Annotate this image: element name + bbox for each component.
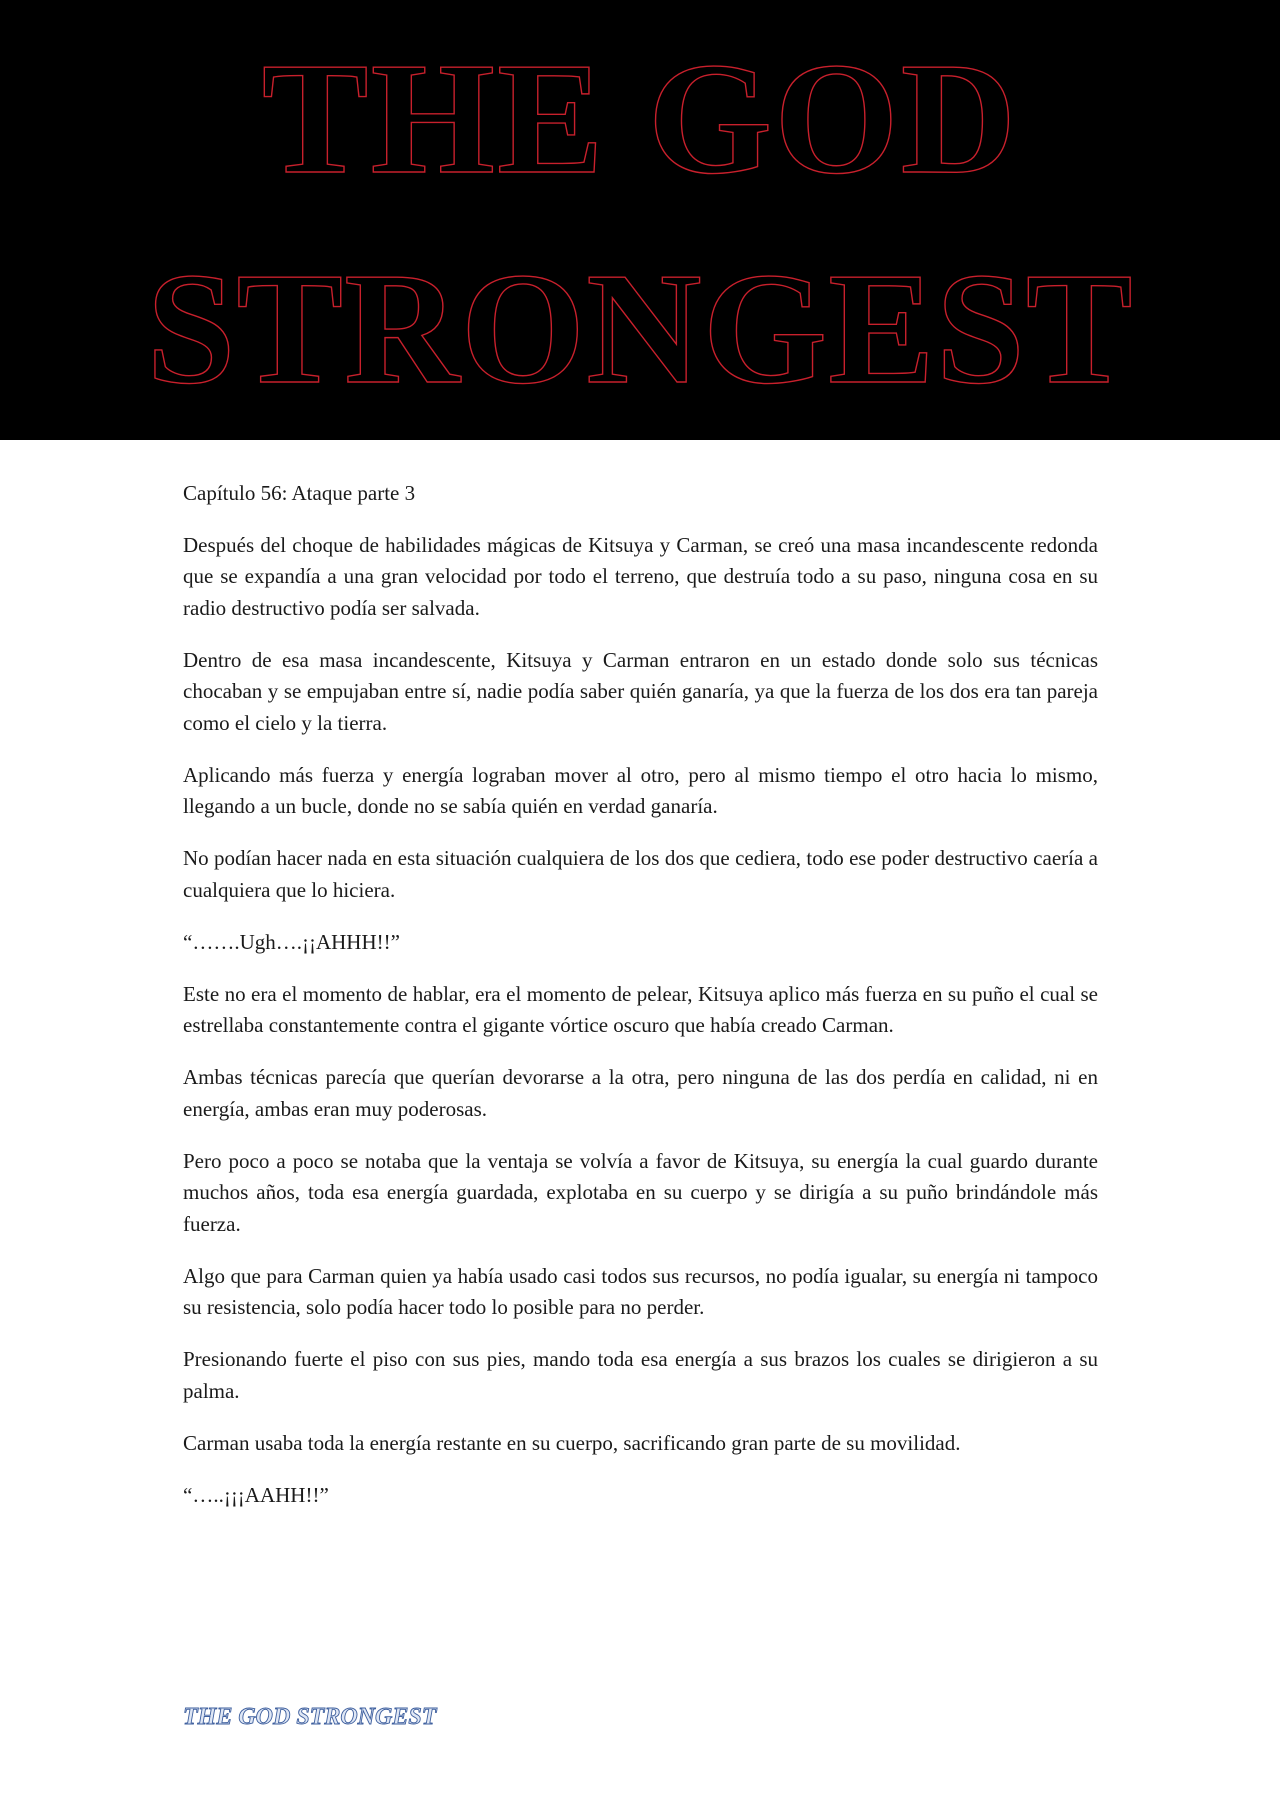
chapter-body xyxy=(183,478,1098,1532)
banner-title-line-1: THE GOD xyxy=(261,29,1019,207)
paragraph: Carman usaba toda la energía restante en su cuerpo, sacrificando gran parte de su movilidad. xyxy=(183,1430,961,1455)
paragraph: Algo que para Carman quien ya había usado casi todos sus recursos, no podía igualar, su energía ni tampoco su resistencia, solo podía hacer todo lo posible para no perder. xyxy=(183,1263,1098,1319)
paragraph: Este no era el momento de hablar, era el momento de pelear, Kitsuya aplico más fuerza en su puño el cual se estrellaba constantemente contra el gigante vórtice oscuro que había creado Carman. xyxy=(183,981,1098,1037)
paragraph: Dentro de esa masa incandescente, Kitsuya y Carman entraron en un estado donde solo sus técnicas chocaban y se empujaban entre sí, nadie podía saber quién ganaría, ya que la fuerza de los dos era tan pareja como el cielo y la tierra. xyxy=(183,647,1098,735)
paragraph: No podían hacer nada en esta situación cualquiera de los dos que cediera, todo ese poder destructivo caería a cualquiera que lo hiciera. xyxy=(183,846,1098,902)
dialogue-line: “…..¡¡¡AAHH!!” xyxy=(183,1482,329,1507)
chapter-title: Capítulo 56: Ataque parte 3 xyxy=(183,481,416,505)
title-banner xyxy=(0,0,1280,440)
paragraph: Ambas técnicas parecía que querían devorarse a la otra, pero ninguna de las dos perdía en calidad, ni en energía, ambas eran muy poderosas. xyxy=(183,1065,1098,1121)
dialogue-line: “…….Ugh….¡¡AHHH!!” xyxy=(183,929,400,954)
paragraph: Aplicando más fuerza y energía lograban mover al otro, pero al mismo tiempo el otro hacia lo mismo, llegando a un bucle, donde no se sabía quién en verdad ganaría. xyxy=(183,762,1098,818)
footer-title: THE GOD STRONGEST xyxy=(183,1704,437,1730)
paragraph: Presionando fuerte el piso con sus pies, mando toda esa energía a sus brazos los cuales se dirigieron a su palma. xyxy=(183,1347,1098,1403)
banner-title-line-2: STRONGEST xyxy=(146,239,1134,417)
paragraph: Después del choque de habilidades mágicas de Kitsuya y Carman, se creó una masa incandescente redonda que se expandía a una gran velocidad por todo el terreno, que destruía todo a su paso, ninguna cosa en su radio destructivo podía ser salvada. xyxy=(183,532,1098,620)
paragraph: Pero poco a poco se notaba que la ventaja se volvía a favor de Kitsuya, su energía la cual guardo durante muchos años, toda esa energía guardada, explotaba en su cuerpo y se dirigía a su puño brindándole más fuerza. xyxy=(183,1148,1098,1236)
